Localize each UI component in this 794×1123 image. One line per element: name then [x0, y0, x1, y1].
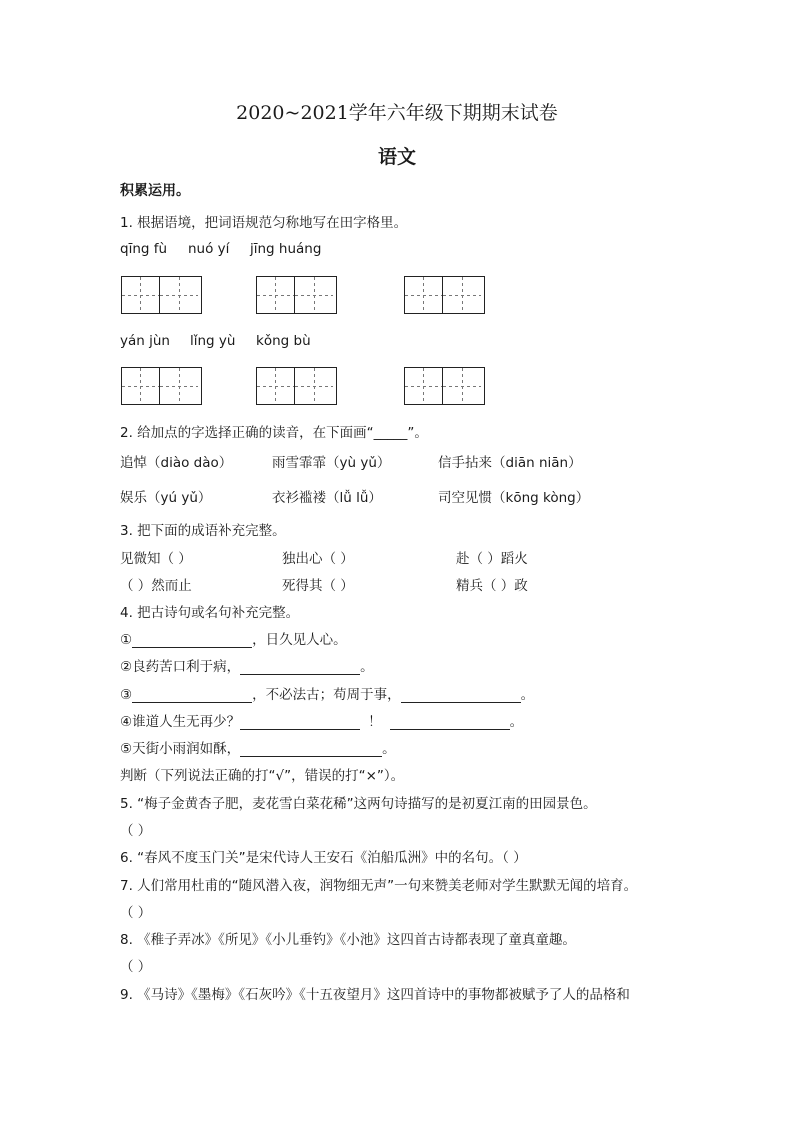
- q3-item: 赴（ ）蹈火: [456, 551, 528, 567]
- q4-line-4: ④谁道人生无再少？ ！ 。: [120, 714, 524, 730]
- answer-parentheses[interactable]: （ ）: [120, 959, 152, 975]
- q4-line-1: ① ，日久见人心。: [120, 632, 347, 648]
- writing-grid[interactable]: [404, 367, 485, 405]
- writing-grid[interactable]: [404, 276, 485, 314]
- pinyin-5: lǐng yù: [190, 333, 236, 349]
- q2-prompt: 2. 给加点的字选择正确的读音，在下面画“_____”。: [120, 425, 428, 441]
- q3-item: 见微知（ ）: [120, 551, 192, 567]
- pinyin-2: nuó yí: [188, 241, 230, 257]
- answer-parentheses[interactable]: （ ）: [120, 823, 152, 839]
- answer-blank[interactable]: [240, 660, 360, 675]
- q2-item: 追悼（diào dào）: [120, 455, 233, 471]
- q2-item: 雨雪霏霏（yù yǔ）: [272, 455, 391, 471]
- writing-grid[interactable]: [121, 276, 202, 314]
- q4-line-2: ②良药苦口利于病， 。: [120, 659, 374, 675]
- pinyin-1: qīng fù: [120, 241, 168, 257]
- q2-item: 娱乐（yú yǔ）: [120, 490, 212, 506]
- q4-prompt: 4. 把古诗句或名句补充完整。: [120, 605, 300, 621]
- answer-blank[interactable]: [390, 715, 510, 730]
- answer-blank[interactable]: [401, 688, 521, 703]
- pinyin-3: jīng huáng: [250, 241, 322, 257]
- judge-q9: 9. 《马诗》《墨梅》《石灰吟》《十五夜望月》这四首诗中的事物都被赋予了人的品格和: [120, 987, 630, 1003]
- q3-item: （ ）然而止: [120, 578, 192, 594]
- answer-blank[interactable]: [132, 633, 252, 648]
- judge-q7: 7. 人们常用杜甫的“随风潜入夜，润物细无声”一句来赞美老师对学生默默无闻的培育。: [120, 878, 638, 894]
- judge-q8: 8. 《稚子弄冰》《所见》《小儿垂钓》《小池》这四首古诗都表现了童真童趣。: [120, 932, 576, 948]
- q2-item: 信手拈来（diān niān）: [438, 455, 582, 471]
- pinyin-6: kǒng bù: [256, 333, 311, 349]
- judge-prompt: 判断（下列说法正确的打“√”，错误的打“×”）。: [120, 768, 405, 784]
- writing-grid[interactable]: [121, 367, 202, 405]
- q3-prompt: 3. 把下面的成语补充完整。: [120, 523, 286, 539]
- q3-item: 死得其（ ）: [282, 578, 354, 594]
- pinyin-4: yán jùn: [120, 333, 170, 349]
- q2-item: 衣衫褴褛（lǚ lǚ）: [272, 490, 382, 506]
- exam-title: 2020~2021学年六年级下期期末试卷: [236, 102, 558, 124]
- exam-subtitle: 语文: [377, 146, 416, 168]
- answer-blank[interactable]: [240, 715, 360, 730]
- q3-item: 独出心（ ）: [282, 551, 354, 567]
- judge-q5: 5. “梅子金黄杏子肥，麦花雪白菜花稀”这两句诗描写的是初夏江南的田园景色。: [120, 796, 597, 812]
- q2-item: 司空见惯（kōng kòng）: [438, 490, 590, 506]
- q1-prompt: 1. 根据语境，把词语规范匀称地写在田字格里。: [120, 215, 408, 231]
- answer-parentheses[interactable]: （ ）: [120, 905, 152, 921]
- answer-blank[interactable]: [132, 688, 252, 703]
- writing-grid[interactable]: [256, 367, 337, 405]
- writing-grid[interactable]: [256, 276, 337, 314]
- section-heading: 积累运用。: [120, 183, 190, 199]
- q4-line-3: ③ ，不必法古；苟周于事， 。: [120, 687, 535, 703]
- q4-line-5: ⑤天街小雨润如酥， 。: [120, 741, 396, 757]
- answer-blank[interactable]: [240, 742, 382, 757]
- q3-item: 精兵（ ）政: [456, 578, 528, 594]
- judge-q6: 6. “春风不度玉门关”是宋代诗人王安石《泊船瓜洲》中的名句。（ ）: [120, 850, 527, 866]
